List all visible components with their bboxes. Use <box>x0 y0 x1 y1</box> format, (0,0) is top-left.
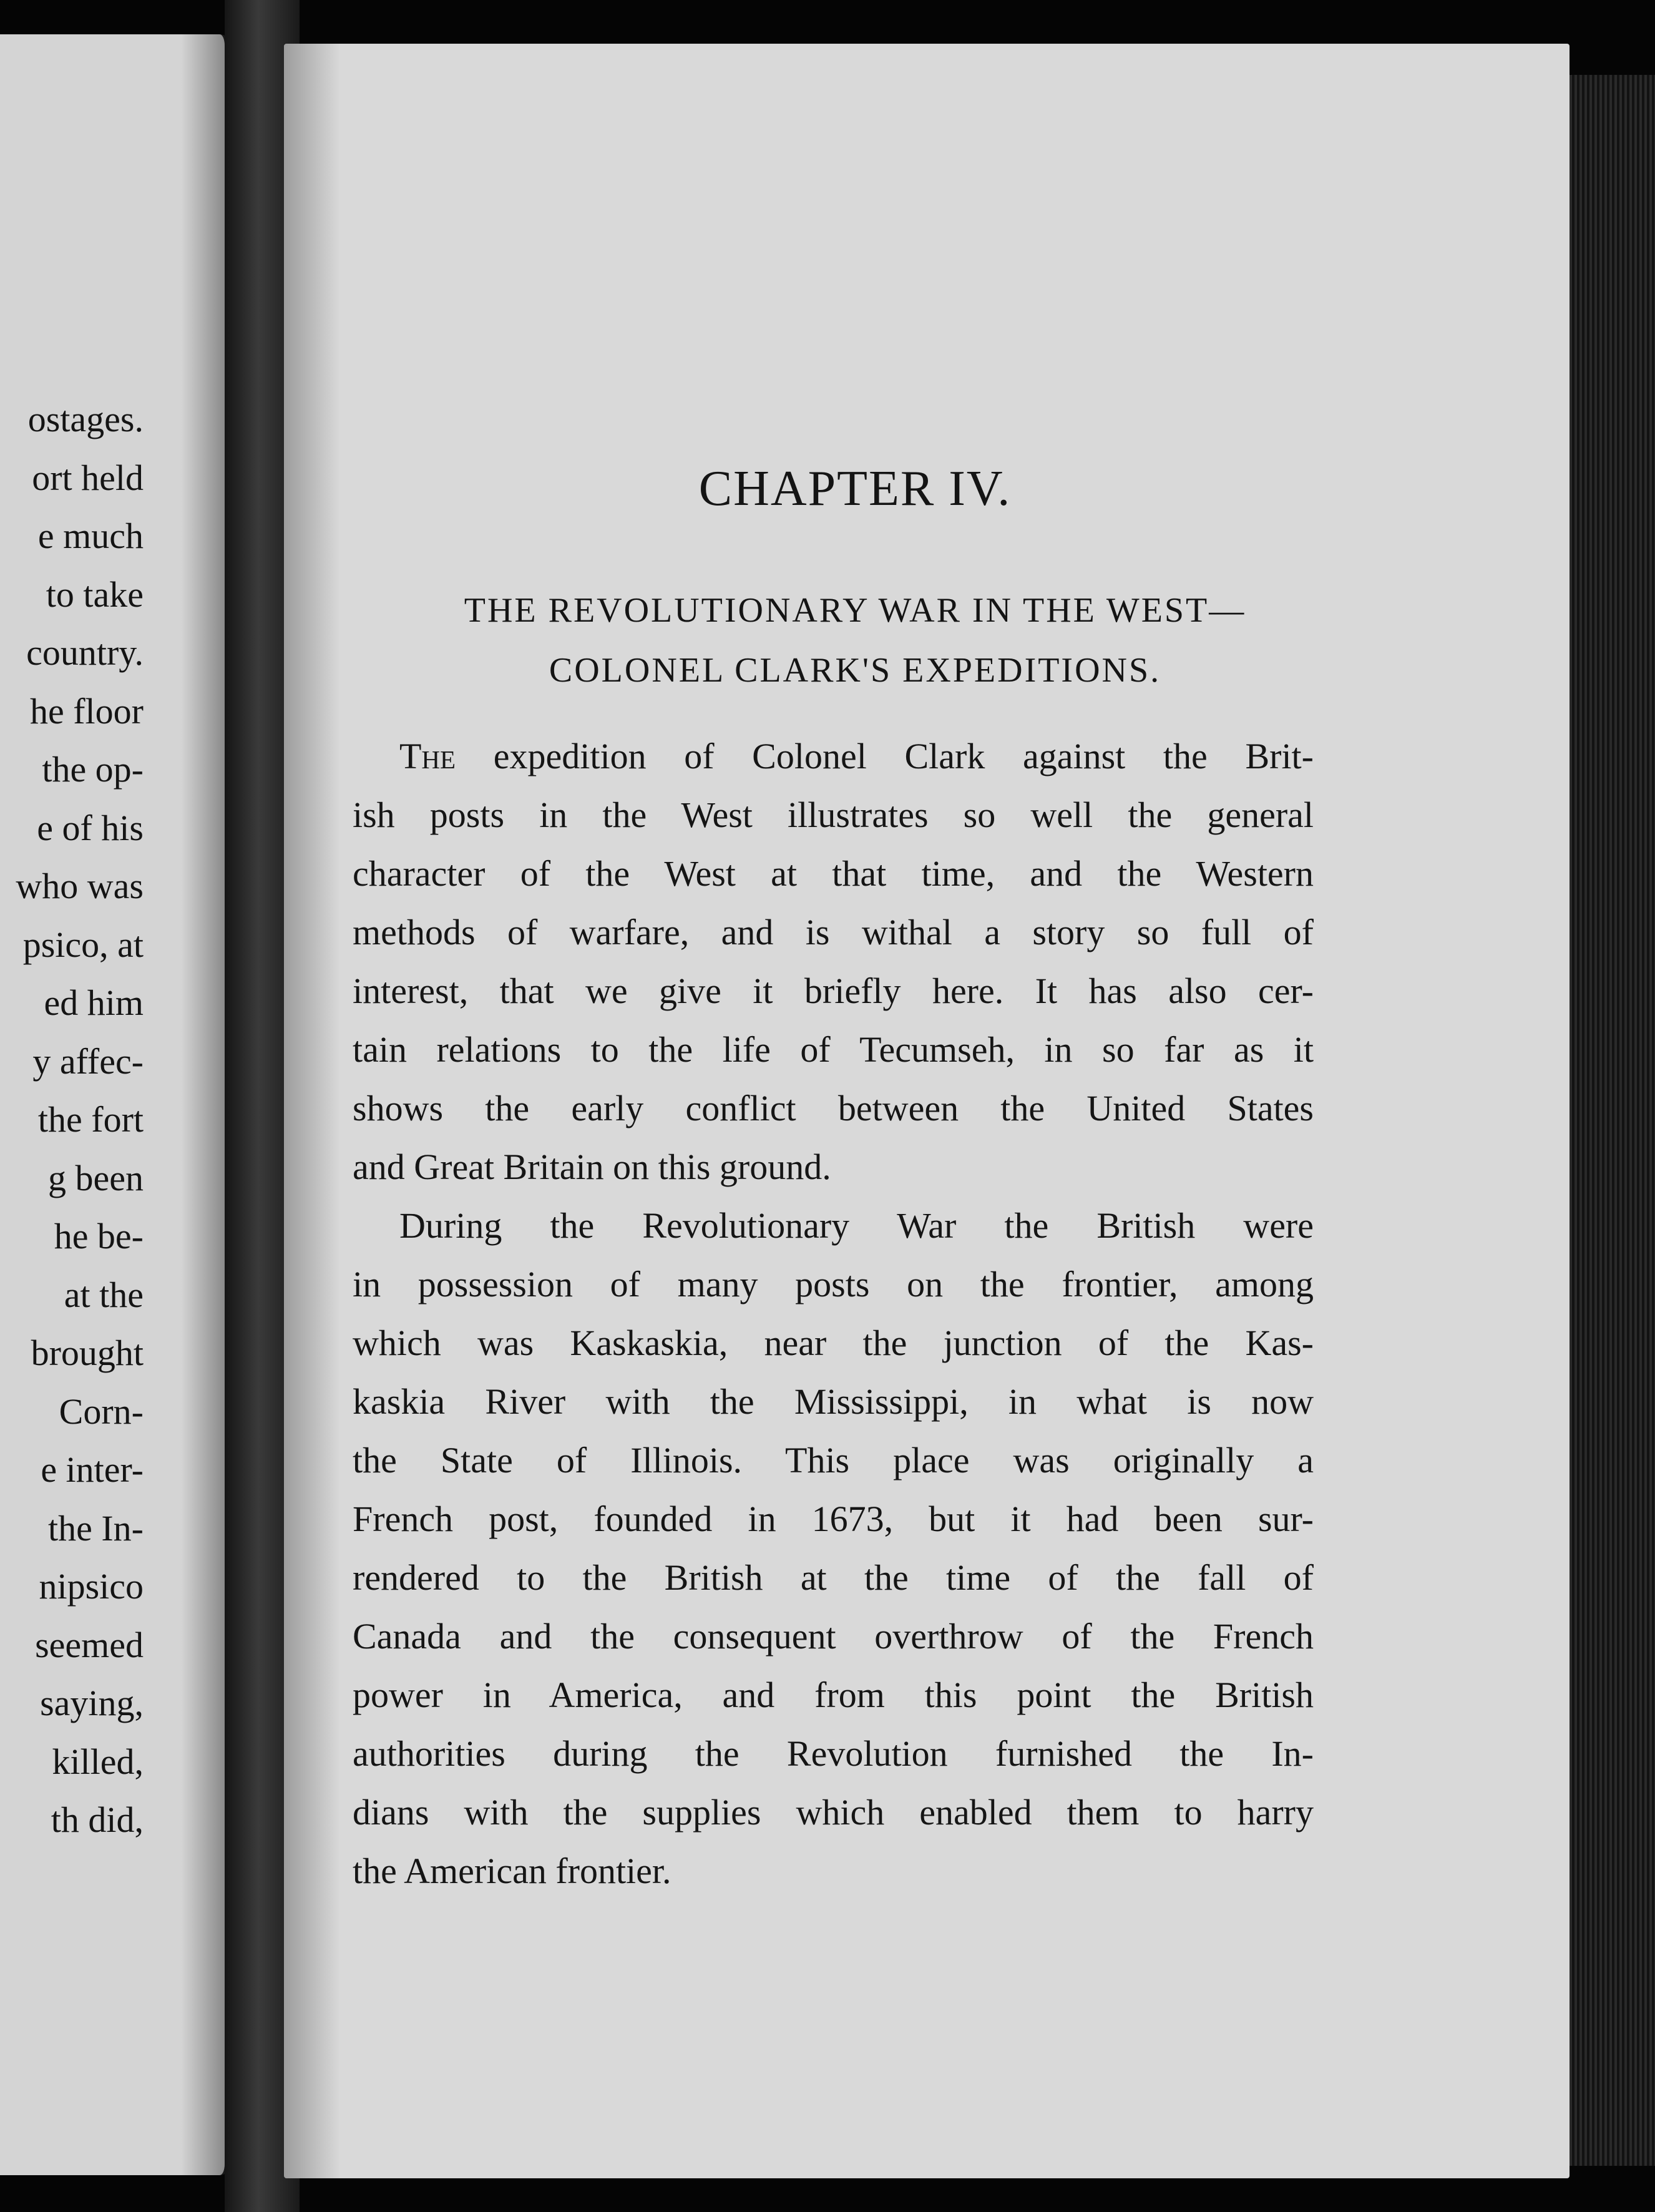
left-line: the In- <box>48 1507 144 1549</box>
left-line: he floor <box>30 690 144 732</box>
left-line: e inter- <box>41 1449 144 1490</box>
page-edges <box>1570 75 1655 2166</box>
left-line: e of his <box>37 807 144 848</box>
text-line: dians with the supplies which enabled them to harry <box>353 1792 1314 1833</box>
subtitle-line: THE REVOLUTIONARY WAR IN THE WEST— <box>464 591 1246 630</box>
text-line: authorities during the Revolution furnished the In- <box>353 1733 1314 1774</box>
text-line: which was Kaskaskia, near the junction of the Kas- <box>353 1323 1314 1363</box>
paragraph-1 <box>353 727 1314 1197</box>
left-page <box>0 34 231 2175</box>
text-line: and Great Britain on this ground. <box>353 1147 831 1187</box>
left-line: seemed <box>35 1624 144 1665</box>
lead-word: The <box>399 736 456 776</box>
left-line: ostages. <box>27 399 144 439</box>
spine-shadow <box>181 34 225 2175</box>
text-line: Canada and the consequent overthrow of the French <box>353 1616 1314 1657</box>
left-line: brought <box>31 1333 144 1373</box>
text-line: shows the early conflict between the United States <box>353 1088 1314 1128</box>
text-line: in possession of many posts on the frontier, among <box>353 1264 1314 1304</box>
text-line: character of the West at that time, and the Western <box>353 853 1314 894</box>
left-page-text <box>16 390 144 1849</box>
left-line: ort held <box>32 457 144 498</box>
text-line: tain relations to the life of Tecumseh, in so far as it <box>353 1029 1314 1070</box>
left-line: to take <box>46 574 144 615</box>
left-line: ed him <box>44 982 144 1023</box>
left-line: killed, <box>52 1741 144 1782</box>
left-line: the fort <box>37 1099 144 1140</box>
chapter-body <box>353 727 1314 1901</box>
text-line <box>353 727 1314 786</box>
left-line: th did, <box>51 1799 144 1840</box>
text-line: power in America, and from this point the British <box>353 1675 1314 1715</box>
subtitle-line: COLONEL CLARK'S EXPEDITIONS. <box>549 651 1161 690</box>
text-line: French post, founded in 1673, but it had been sur- <box>353 1499 1314 1539</box>
left-line: he be- <box>54 1216 144 1256</box>
text-line: rendered to the British at the time of the fall of <box>353 1557 1314 1598</box>
chapter-title: CHAPTER IV. <box>698 461 1012 516</box>
text-line-rest: expedition of Colonel Clark against the Brit- <box>456 736 1314 776</box>
text-line: ish posts in the West illustrates so well the general <box>353 795 1314 835</box>
left-line: who was <box>16 866 144 906</box>
text-line: During the Revolutionary War the British were <box>399 1205 1314 1246</box>
left-line: psico, at <box>22 924 144 965</box>
left-line: country. <box>26 632 144 673</box>
chapter-subtitle <box>346 580 1364 700</box>
left-line: nipsico <box>39 1566 144 1607</box>
text-line: interest, that we give it briefly here. It has also cer- <box>353 971 1314 1011</box>
left-line: g been <box>48 1157 144 1198</box>
left-line: the op- <box>42 749 144 790</box>
paragraph-2 <box>353 1197 1314 1901</box>
left-line: e much <box>37 516 144 556</box>
left-line: y affec- <box>32 1040 144 1082</box>
gutter-shadow <box>284 44 340 2178</box>
text-line: the State of Illinois. This place was originally a <box>353 1440 1314 1480</box>
left-line: saying, <box>40 1683 144 1723</box>
text-line: the American frontier. <box>353 1851 671 1891</box>
left-line: at the <box>64 1274 144 1315</box>
text-line: methods of warfare, and is withal a story so full of <box>353 912 1314 952</box>
text-line: kaskia River with the Mississippi, in what is now <box>353 1381 1314 1422</box>
left-line: Corn- <box>59 1391 144 1432</box>
